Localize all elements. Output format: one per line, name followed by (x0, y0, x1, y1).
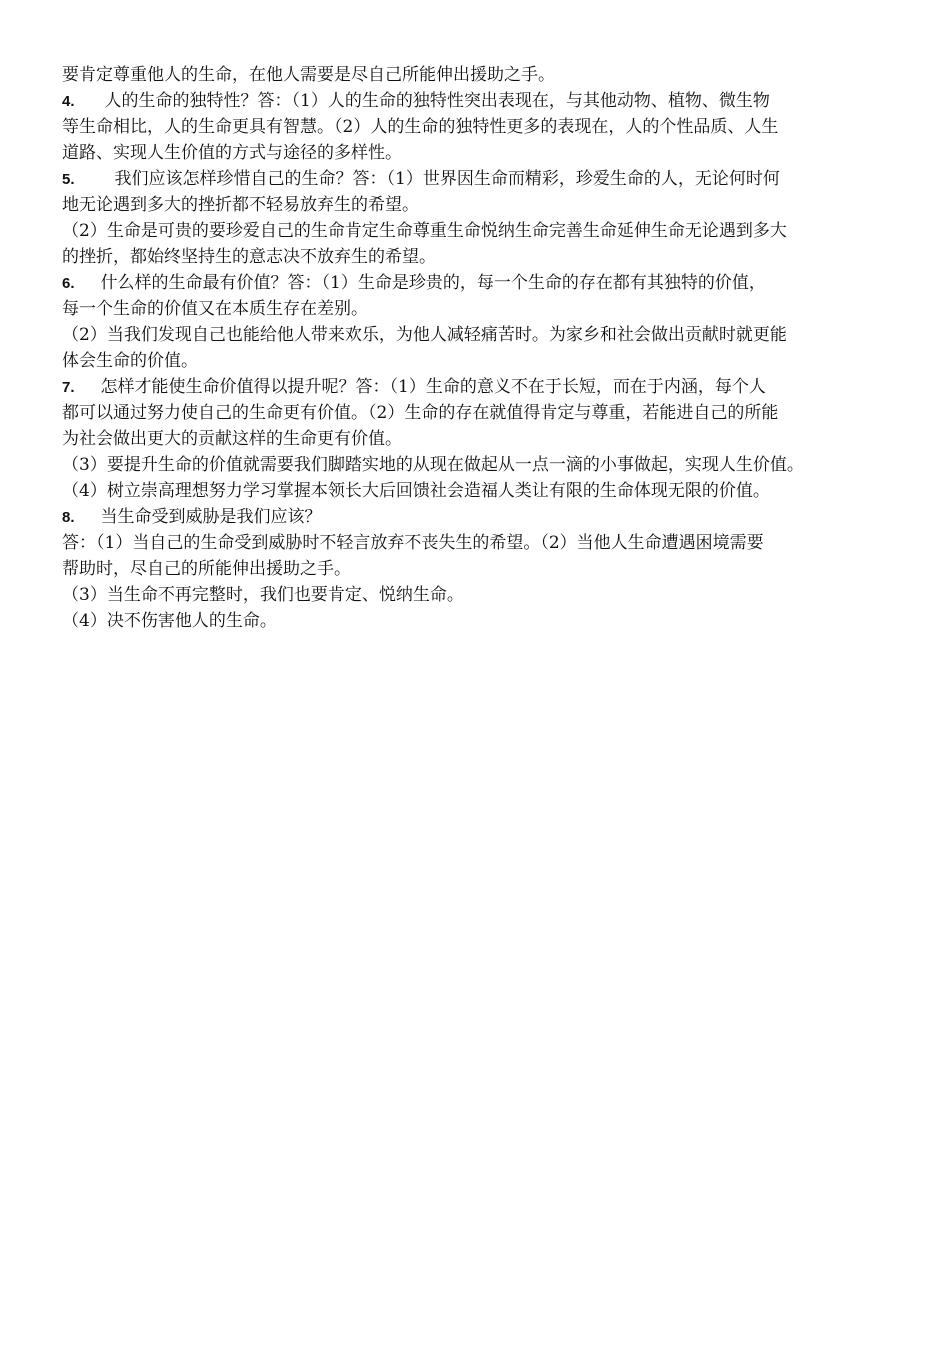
line-text: 都可以通过努力使自己的生命更有价值。（2）生命的存在就值得肯定与尊重，若能进自己的所能 (62, 403, 779, 423)
line-text: 等生命相比，人的生命更具有智慧。（2）人的生命的独特性更多的表现在，人的个性品质、人生 (62, 117, 779, 137)
line-text: 什么样的生命最有价值？答：（1）生命是珍贵的，每一个生命的存在都有其独特的价值， (100, 273, 766, 293)
line-text: 当生命受到威胁是我们应该？ (100, 507, 322, 527)
question-number: 4. (62, 93, 75, 110)
line-text: 帮助时，尽自己的所能伸出援助之手。 (62, 559, 351, 579)
line-text: 道路、实现人生价值的方式与途径的多样性。 (62, 143, 402, 163)
text-line (62, 452, 902, 478)
text-line (62, 426, 902, 452)
text-line (62, 478, 902, 504)
text-line (62, 62, 902, 88)
text-line (62, 322, 902, 348)
question-number: 6. (62, 275, 75, 292)
text-line (62, 140, 902, 166)
question-number: 7. (62, 379, 75, 396)
text-line (62, 244, 902, 270)
text-line (62, 530, 902, 556)
line-text: （3）当生命不再完整时，我们也要肯定、悦纳生命。 (62, 585, 464, 605)
line-text: 答：（1）当自己的生命受到威胁时不轻言放弃不丧失生的希望。（2）当他人生命遭遇困境需要 (62, 533, 764, 553)
line-text: （3）要提升生命的价值就需要我们脚踏实地的从现在做起从一点一滴的小事做起，实现人生价值。 (62, 455, 804, 475)
line-text: （2）生命是可贵的要珍爱自己的生命肯定生命尊重生命悦纳生命完善生命延伸生命无论遇到多大 (62, 221, 787, 241)
text-line (62, 608, 902, 634)
question-number: 5. (62, 171, 75, 188)
text-line (62, 218, 902, 244)
question-5-line (62, 166, 902, 192)
line-text: （2）当我们发现自己也能给他人带来欢乐，为他人减轻痛苦时。为家乡和社会做出贡献时就更能 (62, 325, 787, 345)
line-text: 每一个生命的价值又在本质生存在差别。 (62, 299, 368, 319)
line-text: 地无论遇到多大的挫折都不轻易放弃生的希望。 (62, 195, 419, 215)
question-6-line (62, 270, 902, 296)
text-line (62, 582, 902, 608)
line-text: 的挫折，都始终坚持生的意志决不放弃生的希望。 (62, 247, 436, 267)
line-text: 人的生命的独特性？答：（1）人的生命的独特性突出表现在，与其他动物、植物、微生物 (104, 91, 770, 111)
question-number: 8. (62, 509, 75, 526)
line-text: 体会生命的价值。 (62, 351, 198, 371)
text-line (62, 192, 902, 218)
line-text: 我们应该怎样珍惜自己的生命？答：（1）世界因生命而精彩，珍爱生命的人，无论何时何 (114, 169, 780, 189)
line-text: （4）决不伤害他人的生命。 (62, 611, 277, 631)
text-line (62, 348, 902, 374)
text-line (62, 556, 902, 582)
document-page (62, 62, 902, 634)
question-7-line (62, 374, 902, 400)
line-text: 要肯定尊重他人的生命，在他人需要是尽自己所能伸出援助之手。 (62, 65, 555, 85)
text-line (62, 296, 902, 322)
question-8-line (62, 504, 902, 530)
line-text: （4）树立崇高理想努力学习掌握本领长大后回馈社会造福人类让有限的生命体现无限的价值。 (62, 481, 770, 501)
text-line (62, 114, 902, 140)
text-line (62, 400, 902, 426)
question-4-line (62, 88, 902, 114)
line-text: 为社会做出更大的贡献这样的生命更有价值。 (62, 429, 402, 449)
line-text: 怎样才能使生命价值得以提升呢？答：（1）生命的意义不在于长短，而在于内涵，每个人 (100, 377, 766, 397)
